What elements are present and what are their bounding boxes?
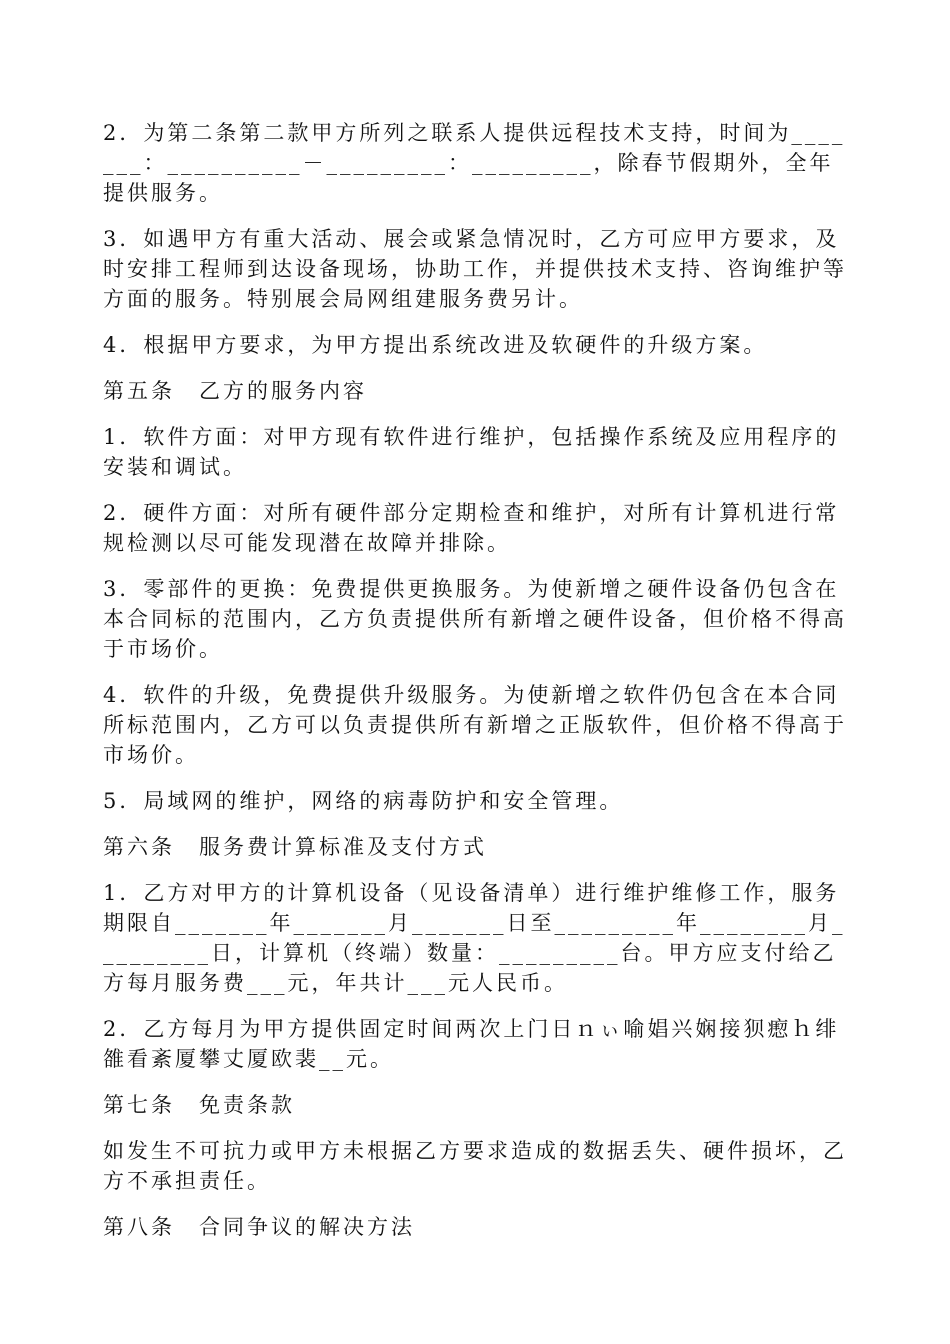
clause-software-upgrade: 4．软件的升级，免费提供升级服务。为使新增之软件仍包含在本合同所标范围内，乙方可以负责提供所有新增之正版软件，但价格不得高于市场价。 xyxy=(103,683,847,767)
clause-lan-maintenance: 5．局域网的维护，网络的病毒防护和安全管理。 xyxy=(103,789,624,813)
clause-parts-replacement: 3．零部件的更换：免费提供更换服务。为使新增之硬件设备仍包含在本合同标的范围内，乙方负责提供所有新增之硬件设备，但价格不得高于市场价。 xyxy=(103,577,847,661)
clause-disclaimer: 如发生不可抗力或甲方未根据乙方要求造成的数据丢失、硬件损坏，乙方不承担责任。 xyxy=(103,1139,847,1193)
article-8-heading: 第八条 合同争议的解决方法 xyxy=(103,1215,415,1239)
clause-software-maintenance: 1．软件方面：对甲方现有软件进行维护，包括操作系统及应用程序的安装和调试。 xyxy=(103,425,840,479)
clause-emergency-support: 3．如遇甲方有重大活动、展会或紧急情况时，乙方可应甲方要求，及时安排工程师到达设备现场，协助工作，并提供技术支持、咨询维护等方面的服务。特别展会局网组建服务费另计。 xyxy=(103,227,847,311)
clause-onsite-visits: 2．乙方每月为甲方提供固定时间两次上门日ｎぃ喻娼兴娴接狈瘛ｈ绯雒看紊厦攀丈厦欧裴__元。 xyxy=(103,1017,840,1071)
clause-remote-support: 2．为第二条第二款甲方所列之联系人提供远程技术支持，时间为_______：__________－_________：_________，除春节假期外，全年提供服务。 xyxy=(103,121,846,205)
article-7-heading: 第七条 免责条款 xyxy=(103,1093,295,1117)
clause-upgrade-plan: 4．根据甲方要求，为甲方提出系统改进及软硬件的升级方案。 xyxy=(103,333,768,357)
clause-service-fee: 1．乙方对甲方的计算机设备（见设备清单）进行维护维修工作，服务期限自_______年_______月_______日至_________年________月_________日，计算机（终端）数量：_________台。甲方应支付给乙方每月服务费___元，年共计___元人民币。 xyxy=(103,881,846,995)
article-5-heading: 第五条 乙方的服务内容 xyxy=(103,379,367,403)
clause-hardware-maintenance: 2．硬件方面：对所有硬件部分定期检查和维护，对所有计算机进行常规检测以尽可能发现潜在故障并排除。 xyxy=(103,501,840,555)
document-page xyxy=(103,118,853,1258)
article-6-heading: 第六条 服务费计算标准及支付方式 xyxy=(103,835,487,859)
